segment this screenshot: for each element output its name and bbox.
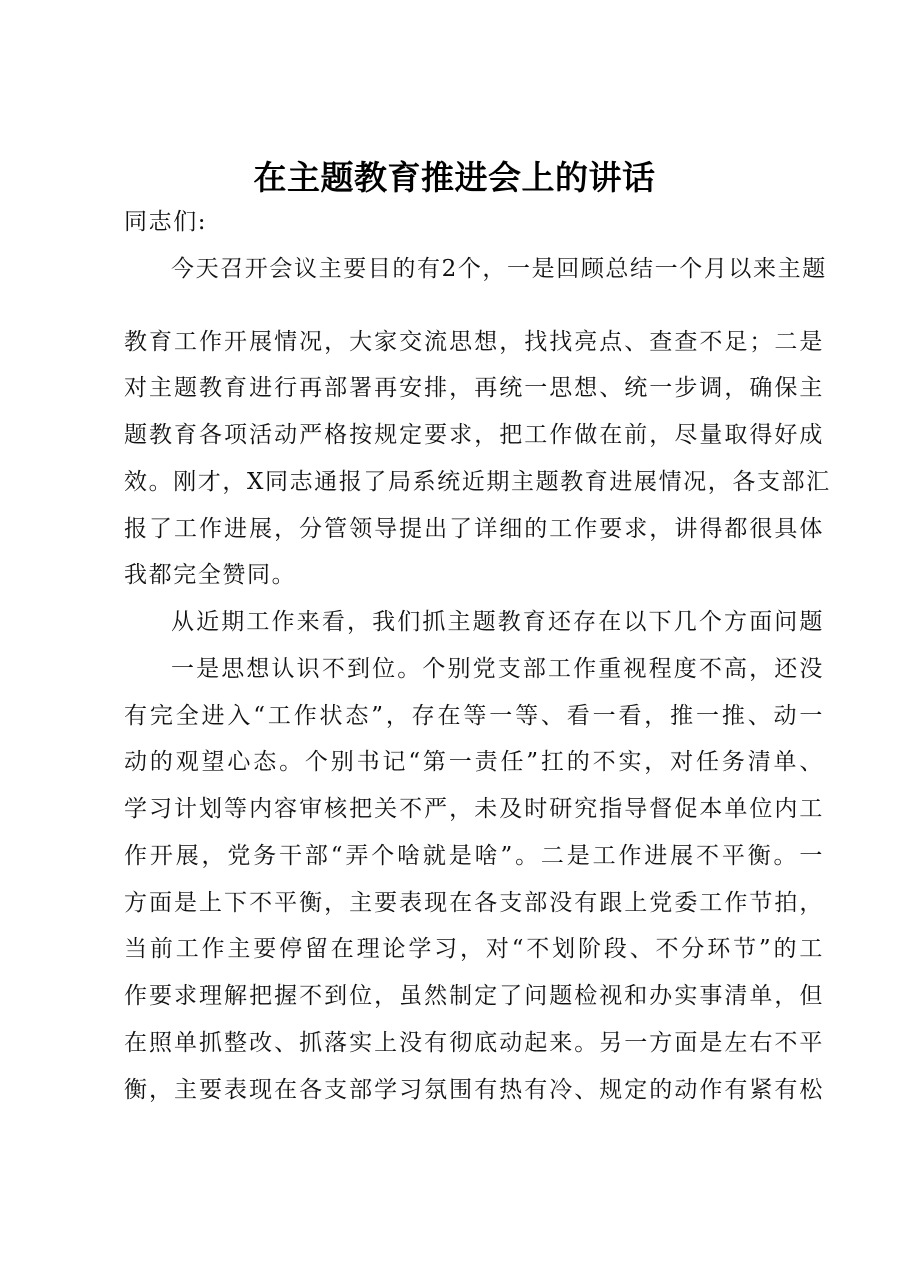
document-title: 在主题教育推进会上的讲话 [253,158,656,197]
paragraph-line: 从近期工作来看，我们抓主题教育还存在以下几个方面问题 [171,609,824,635]
paragraph-line: 方面是上下不平衡，主要表现在各支部没有跟上党委工作节拍， [124,890,824,916]
paragraph-line: 动的观望心态。个别书记“第一责任”扛的不实，对任务清单、 [124,749,824,775]
paragraph-line: 效。刚才，X同志通报了局系统近期主题教育进展情况，各支部汇 [124,469,831,495]
paragraph-line: 我都完全赞同。 [124,562,297,588]
paragraph-line: 学习计划等内容审核把关不严，未及时研究指导督促本单位内工 [124,796,824,822]
paragraph-line: 教育工作开展情况，大家交流思想，找找亮点、查查不足；二是 [124,329,824,355]
paragraph-line: 今天召开会议主要目的有2个，一是回顾总结一个月以来主题 [171,256,827,282]
paragraph-line: 衡，主要表现在各支部学习氛围有热有冷、规定的动作有紧有松 [124,1077,824,1103]
salutation: 同志们: [124,209,208,235]
paragraph-line: 有完全进入“工作状态”，存在等一等、看一看，推一推、动一 [124,703,824,729]
paragraph-line: 对主题教育进行再部署再安排，再统一思想、统一步调，确保主 [124,375,824,401]
paragraph-line: 当前工作主要停留在理论学习，对“不划阶段、不分环节”的工 [124,936,824,962]
paragraph-line: 报了工作进展，分管领导提出了详细的工作要求，讲得都很具体 [124,516,824,542]
paragraph-line: 作开展，党务干部“弄个啥就是啥”。二是工作进展不平衡。一 [124,843,824,869]
paragraph-line: 在照单抓整改、抓落实上没有彻底动起来。另一方面是左右不平 [124,1030,824,1056]
paragraph-line: 作要求理解把握不到位，虽然制定了问题检视和办实事清单，但 [124,983,824,1009]
paragraph-line: 题教育各项活动严格按规定要求，把工作做在前，尽量取得好成 [124,422,824,448]
paragraph-line: 一是思想认识不到位。个别党支部工作重视程度不高，还没 [171,656,824,682]
